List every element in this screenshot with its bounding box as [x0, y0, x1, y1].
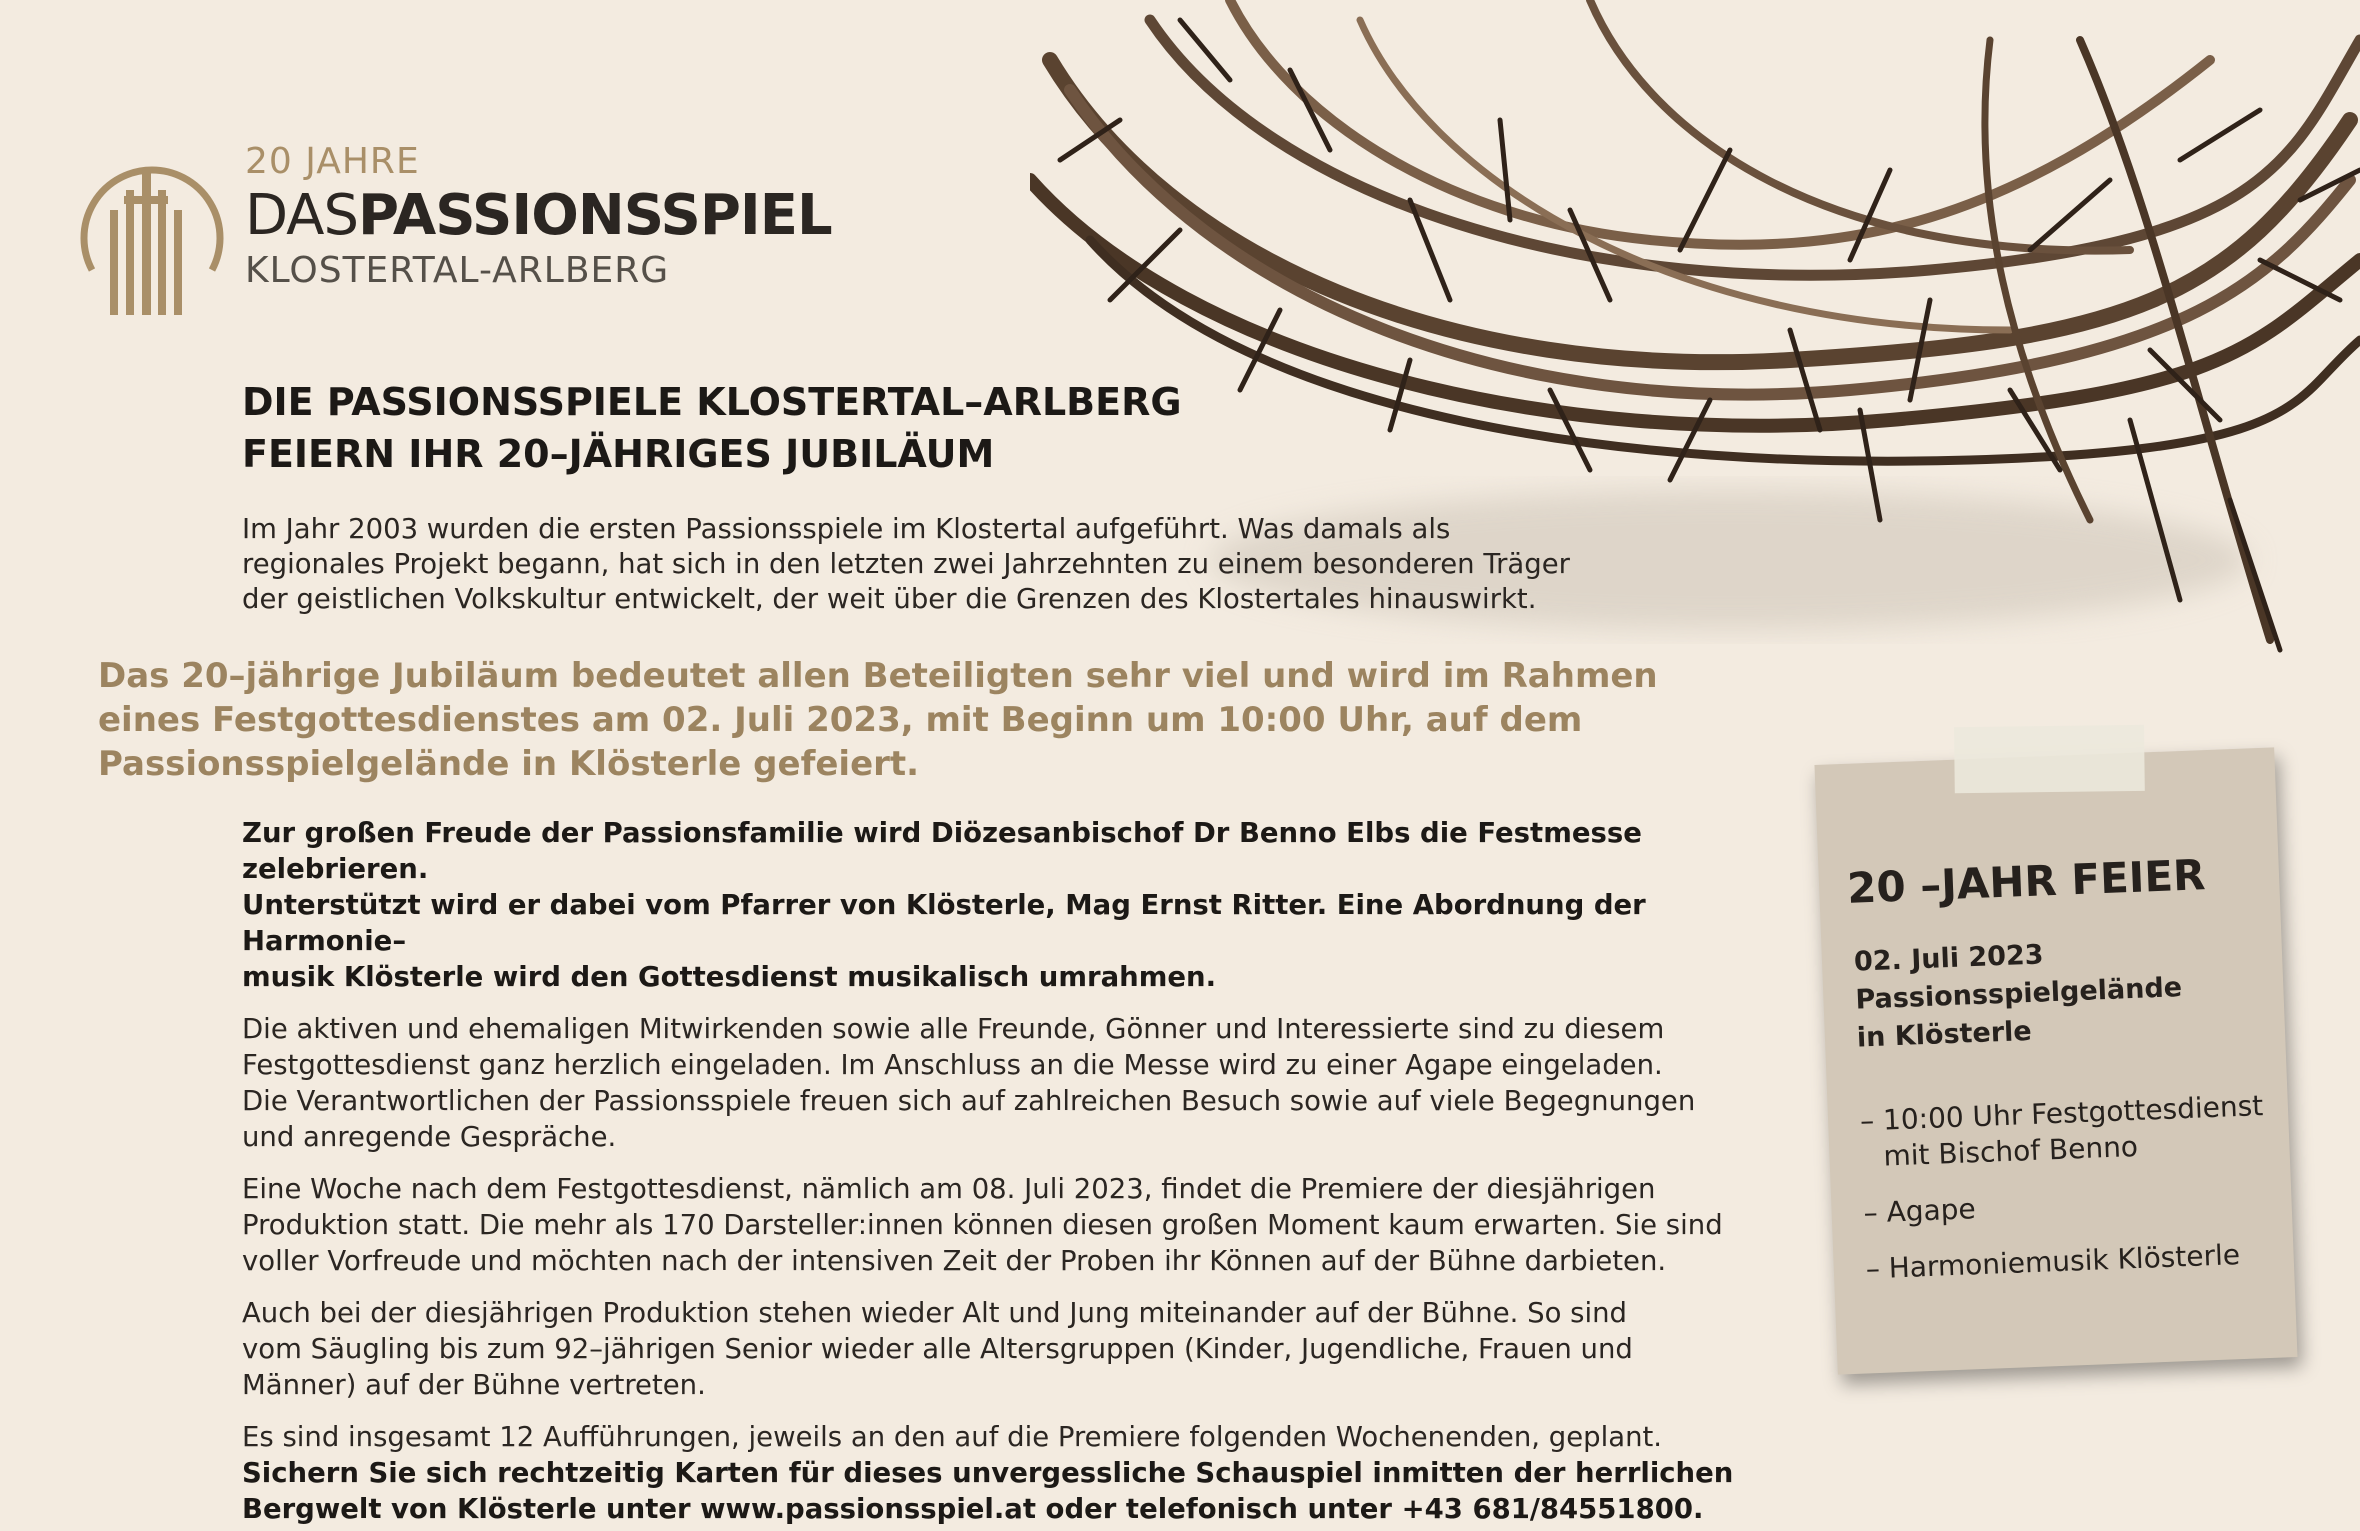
text-line: Unterstützt wird er dabei vom Pfarrer von Klösterle, Mag Ernst Ritter. Eine Abordnung der Harmonie– [242, 889, 1646, 957]
generations-paragraph [242, 1295, 1802, 1403]
logo-years: 20 JAHRE [245, 141, 420, 182]
text-line: vom Säugling bis zum 92–jährigen Senior wieder alle Altersgruppen (Kinder, Jugendliche, Frauen und [242, 1333, 1633, 1365]
list-item: – Harmoniemusik Klösterle [1865, 1238, 2241, 1286]
text-line: Zur großen Freude der Passionsfamilie wird Diözesanbischof Dr Benno Elbs die Festmesse zelebrieren. [242, 817, 1642, 885]
list-item-text: mit Bischof Benno [1882, 1129, 2139, 1173]
logo-region: KLOSTERTAL-ARLBERG [245, 250, 670, 291]
tape-strip [1954, 725, 2145, 793]
list-item [1859, 1088, 2265, 1175]
tickets-bold-line: Sichern Sie sich rechtzeitig Karten für dieses unvergessliche Schauspiel inmitten der herrlichen [242, 1457, 1734, 1489]
premiere-paragraph [242, 1171, 1802, 1279]
text-line: Die Verantwortlichen der Passionsspiele freuen sich auf zahlreichen Besuch sowie auf viele Begegnungen [242, 1085, 1696, 1117]
note-program-list [1859, 1088, 2270, 1307]
text-line: Produktion statt. Die mehr als 170 Darsteller:innen können diesen großen Moment kaum erwarten. Sie sind [242, 1209, 1723, 1241]
list-item-text: – 10:00 Uhr Festgottesdienst [1859, 1089, 2264, 1138]
list-item: – Agape [1863, 1192, 1977, 1230]
intro-paragraph [242, 512, 1682, 617]
bishop-paragraph [242, 815, 1802, 995]
tickets-bold-line: Bergwelt von Klösterle unter www.passionsspiel.at oder telefonisch unter +43 681/84551800. [242, 1493, 1704, 1525]
text-line: voller Vorfreude und möchten nach der intensiven Zeit der Proben ihr Können auf der Bühne darbieten. [242, 1245, 1667, 1277]
text-line: regionales Projekt begann, hat sich in den letzten zwei Jahrzehnten zu einem besonderen Träger [242, 548, 1570, 580]
title-line: DIE PASSIONSSPIELE KLOSTERTAL–ARLBERG [242, 380, 1182, 424]
text-line: Im Jahr 2003 wurden die ersten Passionsspiele im Klostertal aufgeführt. Was damals als [242, 513, 1451, 545]
text-line: Festgottesdienst ganz herzlich eingeladen. Im Anschluss an die Messe wird zu einer Agape eingeladen. [242, 1049, 1663, 1081]
text-line: Die aktiven und ehemaligen Mitwirkenden sowie alle Freunde, Gönner und Interessierte sind zu diesem [242, 1013, 1665, 1045]
text-line: Passionsspielgelände in Klösterle gefeiert. [98, 744, 920, 784]
text-line: eines Festgottesdienstes am 02. Juli 2023, mit Beginn um 10:00 Uhr, auf dem [98, 700, 1583, 740]
page-title [242, 376, 1182, 480]
note-title: 20 –JAHR FEIER [1846, 850, 2207, 913]
text-line: musik Klösterle wird den Gottesdienst musikalisch umrahmen. [242, 961, 1217, 993]
highlight-paragraph [98, 654, 1658, 786]
logo-name [245, 184, 832, 248]
tickets-paragraph [242, 1419, 1802, 1527]
text-line: Auch bei der diesjährigen Produktion stehen wieder Alt und Jung miteinander auf der Bühne. So sind [242, 1297, 1628, 1329]
text-line: Männer) auf der Bühne vertreten. [242, 1369, 706, 1401]
logo-name-thin: DAS [245, 183, 358, 248]
event-note-card [1814, 747, 2297, 1374]
note-details [1853, 931, 2184, 1057]
title-line: FEIERN IHR 20–JÄHRIGES JUBILÄUM [242, 432, 995, 476]
text-line: Das 20–jährige Jubiläum bedeutet allen Beteiligten sehr viel und wird im Rahmen [98, 656, 1658, 696]
note-date: 02. Juli 2023 [1853, 939, 2045, 978]
logo-wordmark [245, 140, 832, 294]
text-line: Eine Woche nach dem Festgottesdienst, nämlich am 08. Juli 2023, findet die Premiere der diesjährigen [242, 1173, 1656, 1205]
text-line: Es sind insgesamt 12 Aufführungen, jeweils an den auf die Premiere folgenden Wochenenden, geplant. [242, 1421, 1663, 1453]
body-text [242, 815, 1802, 1531]
logo-name-bold: PASSIONSSPIEL [358, 183, 832, 248]
text-line: der geistlichen Volkskultur entwickelt, der weit über die Grenzen des Klostertales hinauswirkt. [242, 583, 1537, 615]
cross-logo-icon [72, 150, 232, 325]
note-place: in Klösterle [1856, 1015, 2033, 1054]
invitation-paragraph [242, 1011, 1802, 1155]
note-place: Passionsspielgelände [1854, 972, 2183, 1016]
text-line: und anregende Gespräche. [242, 1121, 617, 1153]
